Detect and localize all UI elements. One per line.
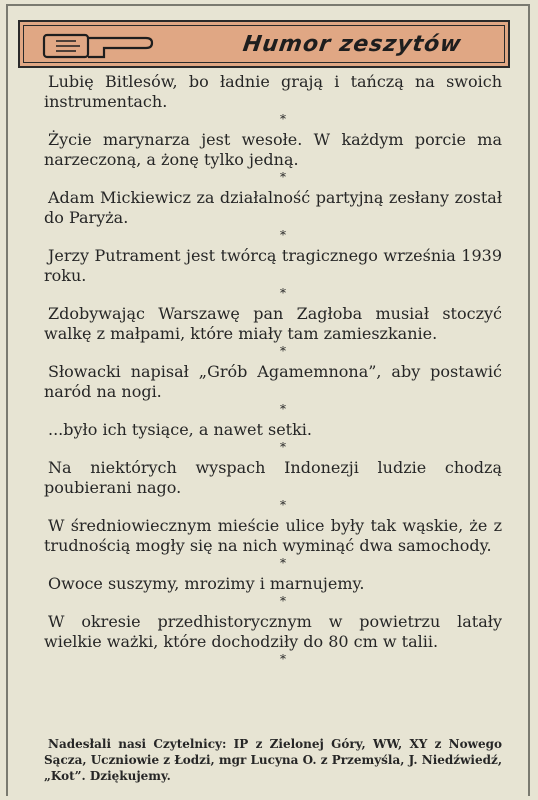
pointing-hand-icon	[42, 32, 154, 62]
joke-item: Zdobywając Warszawę pan Zagłoba musiał stoczyć walkę z małpami, które miały tam zamieszkanie.	[44, 304, 502, 343]
star-separator: *	[280, 112, 286, 126]
header-inner-border	[23, 25, 505, 63]
star-separator: *	[280, 344, 286, 358]
star-separator: *	[280, 402, 286, 416]
star-separator: *	[280, 652, 286, 666]
joke-item: W okresie przedhistorycznym w powietrzu latały wielkie ważki, które dochodziły do 80 cm w talii.	[44, 612, 502, 651]
joke-item: Jerzy Putrament jest twórcą tragicznego września 1939 roku.	[44, 246, 502, 285]
star-separator: *	[280, 286, 286, 300]
joke-item: W średniowiecznym mieście ulice były tak wąskie, że z trudnością mogły się na nich wyminąć dwa samochody.	[44, 516, 502, 555]
star-separator: *	[280, 498, 286, 512]
joke-item: Na niektórych wyspach Indonezji ludzie chodzą poubierani nago.	[44, 458, 502, 497]
star-separator: *	[280, 228, 286, 242]
star-separator: *	[280, 556, 286, 570]
joke-item: Lubię Bitlesów, bo ładnie grają i tańczą na swoich instrumentach.	[44, 72, 502, 111]
star-separator: *	[280, 440, 286, 454]
joke-item: Adam Mickiewicz za działalność partyjną zesłany został do Paryża.	[44, 188, 502, 227]
joke-item: ...było ich tysiące, a nawet setki.	[48, 420, 313, 439]
joke-item: Słowacki napisał „Grób Agamemnona”, aby postawić naród na nogi.	[44, 362, 502, 401]
joke-item: Życie marynarza jest wesołe. W każdym porcie ma narzeczoną, a żonę tylko jedną.	[44, 130, 502, 169]
reader-credits: Nadesłali nasi Czytelnicy: IP z Zielonej Góry, WW, XY z Nowego Sącza, Uczniowie z Łodzi, mgr Lucyna O. z Przemyśla, J. Niedźwiedź, „Kot”. Dziękujemy.	[44, 737, 502, 783]
column-header	[18, 20, 510, 68]
joke-item: Owoce suszymy, mrozimy i marnujemy.	[48, 574, 365, 593]
column-title: Humor zeszytów	[241, 32, 464, 57]
star-separator: *	[280, 594, 286, 608]
star-separator: *	[280, 170, 286, 184]
jokes-list	[44, 72, 502, 670]
